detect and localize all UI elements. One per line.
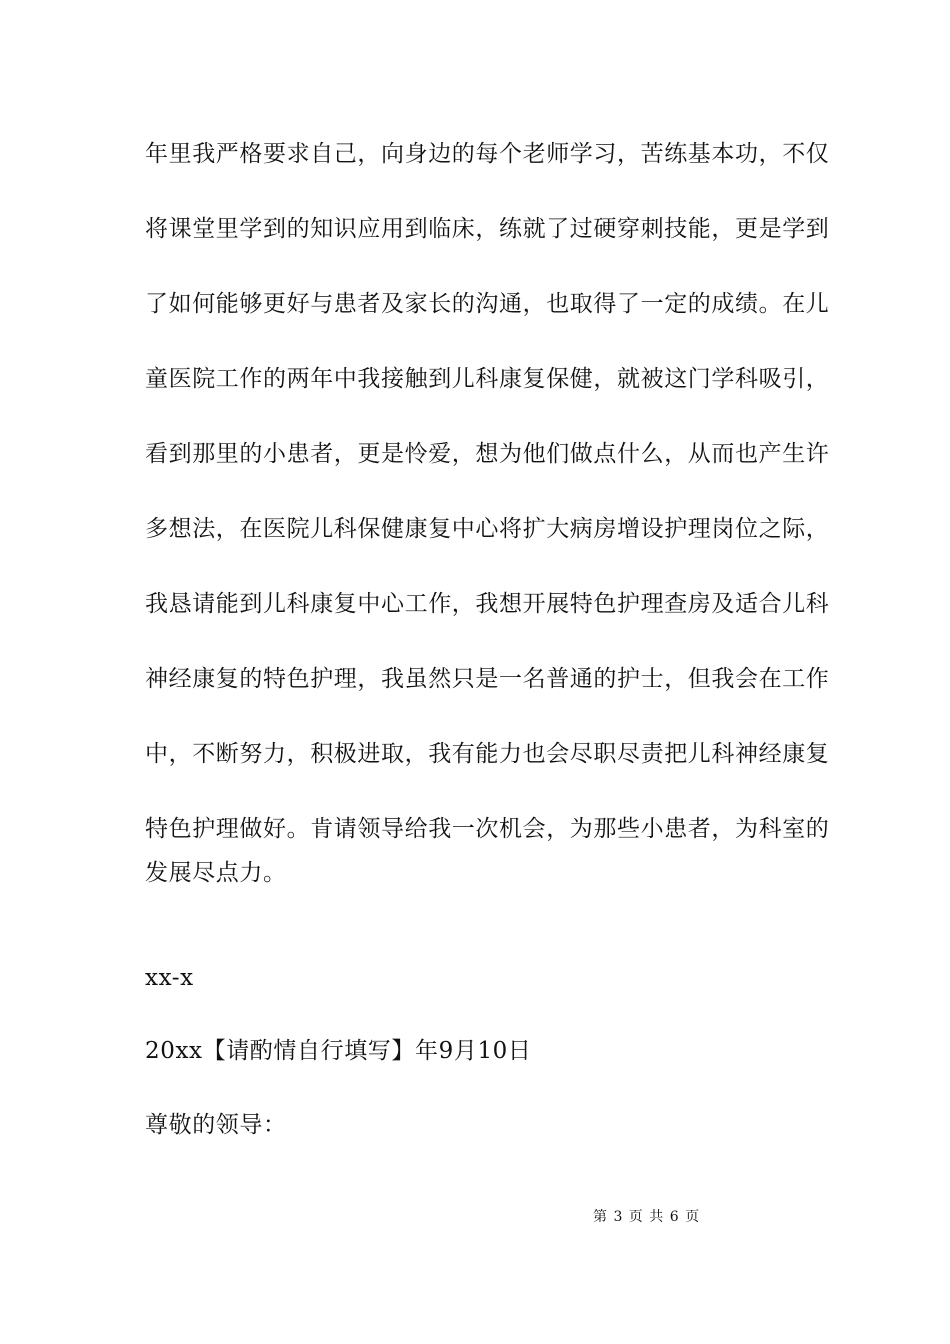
- paragraph-line: 中，不断努力，积极进取，我有能力也会尽职尽责把儿科神经康复: [145, 741, 830, 767]
- paragraph-line: 多想法，在医院儿科保健康复中心将扩大病房增设护理岗位之际，: [145, 516, 830, 542]
- signature: xx-x: [145, 965, 194, 991]
- paragraph-line: 我恳请能到儿科康复中心工作，我想开展特色护理查房及适合儿科: [145, 591, 830, 617]
- paragraph-line: 将课堂里学到的知识应用到临床，练就了过硬穿刺技能，更是学到: [145, 216, 830, 242]
- date-line: 20xx【请酌情自行填写】年9月10日: [145, 1038, 532, 1064]
- page-number: 第 3 页 共 6 页: [593, 1209, 701, 1225]
- paragraph-line: 了如何能够更好与患者及家长的沟通，也取得了一定的成绩。在儿: [145, 291, 830, 317]
- paragraph-line: 看到那里的小患者，更是怜爱，想为他们做点什么，从而也产生许: [145, 441, 830, 467]
- paragraph-line: 童医院工作的两年中我接触到儿科康复保健，就被这门学科吸引，: [145, 366, 830, 392]
- paragraph-line: 发展尽点力。: [145, 860, 287, 886]
- salutation: 尊敬的领导：: [145, 1112, 287, 1138]
- paragraph-line: 神经康复的特色护理，我虽然只是一名普通的护士，但我会在工作: [145, 666, 830, 692]
- paragraph-line: 年里我严格要求自己，向身边的每个老师学习，苦练基本功，不仅: [145, 141, 830, 167]
- paragraph-line: 特色护理做好。肯请领导给我一次机会，为那些小患者，为科室的: [145, 816, 830, 842]
